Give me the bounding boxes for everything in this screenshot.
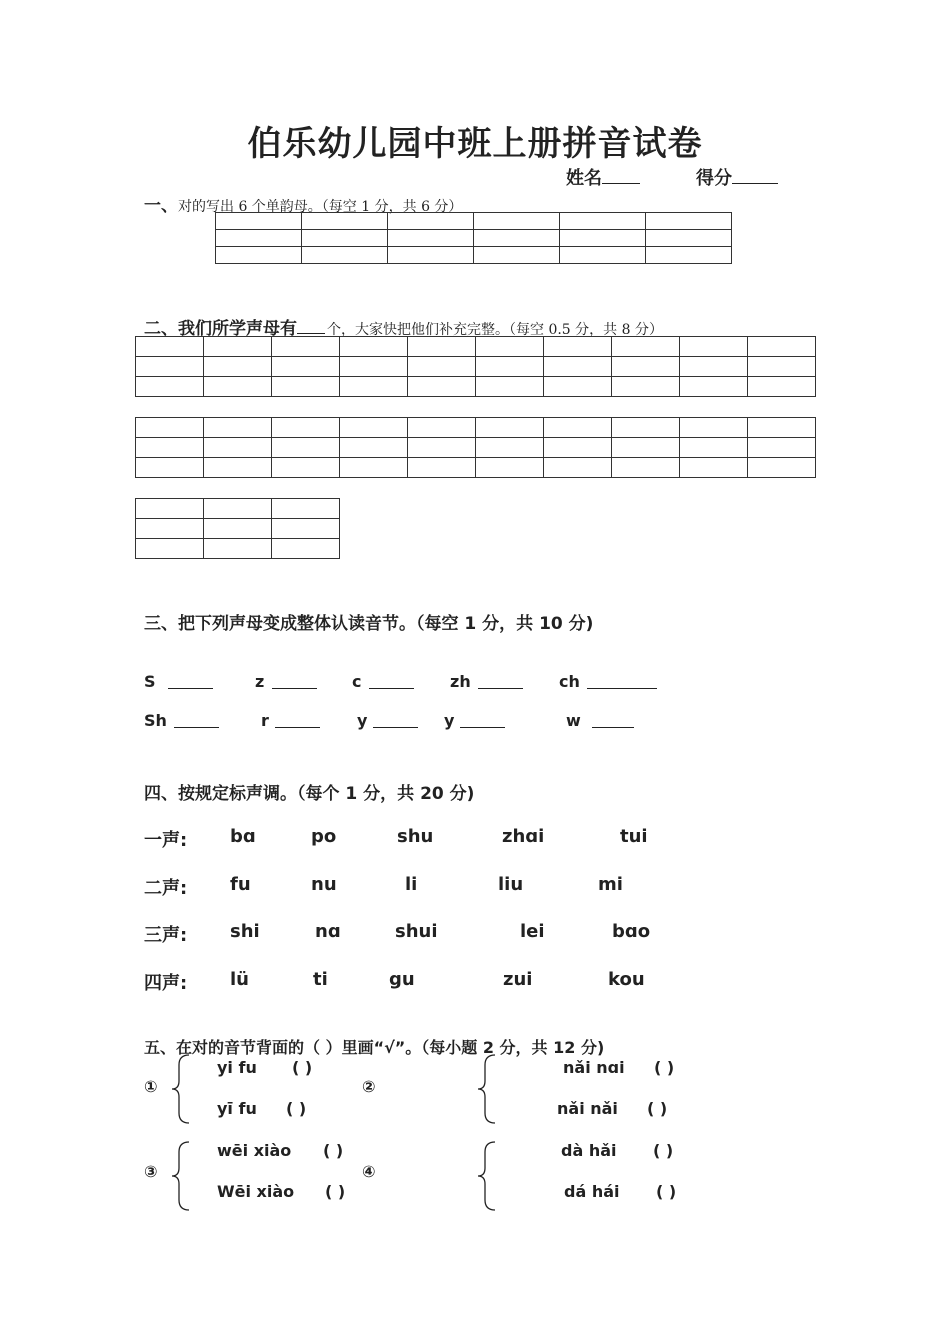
answer-cell[interactable] (476, 377, 544, 397)
question-marker-1: ① (144, 1077, 158, 1096)
question-marker-2: ② (362, 1077, 376, 1096)
answer-cell[interactable] (748, 458, 816, 478)
tone-syllable: zhɑi (502, 826, 545, 847)
answer-cell[interactable] (216, 247, 302, 264)
answer-cell[interactable] (560, 230, 646, 247)
vowel-answer-grid (215, 212, 732, 264)
answer-cell[interactable] (646, 213, 732, 230)
answer-cell[interactable] (612, 337, 680, 357)
answer-paren[interactable]: ( ) (323, 1141, 344, 1160)
name-blank[interactable] (602, 167, 640, 184)
brace-icon (170, 1140, 190, 1212)
answer-cell[interactable] (272, 418, 340, 438)
answer-cell[interactable] (612, 377, 680, 397)
answer-cell[interactable] (204, 458, 272, 478)
answer-blank[interactable] (592, 711, 634, 728)
answer-cell[interactable] (204, 337, 272, 357)
answer-blank[interactable] (478, 672, 523, 689)
answer-cell[interactable] (408, 377, 476, 397)
s3-r2-2: r (261, 711, 269, 730)
s3-r1-3: c (352, 672, 362, 691)
tone3-label: 三声: (144, 925, 188, 946)
score-blank[interactable] (732, 167, 778, 184)
answer-paren[interactable]: ( ) (654, 1058, 675, 1077)
answer-cell[interactable] (476, 418, 544, 438)
answer-cell[interactable] (748, 357, 816, 377)
tone-syllable: mi (598, 874, 623, 895)
question-marker-3: ③ (144, 1162, 158, 1181)
answer-cell[interactable] (340, 377, 408, 397)
answer-cell[interactable] (388, 213, 474, 230)
tone-syllable: po (311, 826, 337, 847)
section2-suffix: 个，大家快把他们补充完整。（每空 0.5 分，共 8 分） (327, 322, 663, 338)
answer-cell[interactable] (272, 438, 340, 458)
answer-cell[interactable] (302, 230, 388, 247)
tone-syllable: shu (397, 826, 434, 847)
page-title: 伯乐幼儿园中班上册拼音试卷 (247, 124, 703, 164)
tone-syllable: bɑ (230, 826, 256, 847)
answer-cell[interactable] (474, 230, 560, 247)
s3-r1-5: ch (559, 672, 580, 691)
score-label: 得分 (696, 168, 732, 189)
answer-cell[interactable] (408, 458, 476, 478)
answer-cell[interactable] (136, 377, 204, 397)
answer-cell[interactable] (408, 418, 476, 438)
q1-option-b: yī fu (217, 1099, 257, 1118)
answer-cell[interactable] (340, 337, 408, 357)
answer-cell[interactable] (272, 499, 340, 519)
brace-icon (476, 1053, 496, 1125)
answer-paren[interactable]: ( ) (656, 1182, 677, 1201)
answer-cell[interactable] (216, 213, 302, 230)
tone2-label: 二声: (144, 878, 188, 899)
answer-paren[interactable]: ( ) (292, 1058, 313, 1077)
q2-option-b: nǎi nǎi (557, 1099, 618, 1118)
section1-text: 对的写出 6 个单韵母。（每空 1 分，共 6 分） (178, 199, 463, 215)
answer-paren[interactable]: ( ) (325, 1182, 346, 1201)
answer-cell[interactable] (474, 247, 560, 264)
answer-cell[interactable] (560, 213, 646, 230)
answer-paren[interactable]: ( ) (286, 1099, 307, 1118)
q2-option-a: nǎi nɑi (563, 1058, 625, 1077)
tone-syllable: liu (498, 874, 524, 895)
answer-cell[interactable] (340, 357, 408, 377)
answer-cell[interactable] (216, 230, 302, 247)
tone-syllable: tui (620, 826, 648, 847)
q4-option-b: dá hái (564, 1182, 620, 1201)
answer-cell[interactable] (748, 377, 816, 397)
answer-cell[interactable] (680, 337, 748, 357)
answer-cell[interactable] (748, 337, 816, 357)
tone-syllable: lü (230, 969, 249, 990)
consonant-grid-2 (135, 417, 816, 478)
answer-cell[interactable] (302, 213, 388, 230)
answer-cell[interactable] (408, 438, 476, 458)
tone-syllable: shi (230, 921, 260, 942)
answer-cell[interactable] (272, 377, 340, 397)
answer-cell[interactable] (476, 438, 544, 458)
s3-r1-1: S (144, 672, 156, 691)
answer-cell[interactable] (544, 418, 612, 438)
tone-syllable: zui (503, 969, 533, 990)
answer-blank[interactable] (369, 672, 414, 689)
answer-blank[interactable] (587, 672, 657, 689)
section3-heading: 三、把下列声母变成整体认读音节。（每空 1 分，共 10 分) (144, 614, 594, 634)
answer-cell[interactable] (476, 337, 544, 357)
answer-cell[interactable] (388, 247, 474, 264)
answer-cell[interactable] (136, 499, 204, 519)
answer-cell[interactable] (340, 418, 408, 438)
answer-cell[interactable] (136, 519, 204, 539)
question-marker-4: ④ (362, 1162, 376, 1181)
score-label-row (696, 164, 778, 190)
brace-icon (476, 1140, 496, 1212)
answer-cell[interactable] (544, 357, 612, 377)
tone-syllable: lei (520, 921, 545, 942)
answer-cell[interactable] (272, 519, 340, 539)
answer-cell[interactable] (136, 458, 204, 478)
section1-number: 一、 (144, 196, 178, 216)
tone-syllable: gu (389, 969, 415, 990)
tone-syllable: kou (608, 969, 645, 990)
s3-r1-4: zh (450, 672, 471, 691)
answer-cell[interactable] (748, 418, 816, 438)
answer-cell[interactable] (136, 438, 204, 458)
answer-blank[interactable] (174, 711, 219, 728)
answer-paren[interactable]: ( ) (653, 1141, 674, 1160)
answer-cell[interactable] (748, 438, 816, 458)
answer-cell[interactable] (646, 247, 732, 264)
answer-cell[interactable] (476, 357, 544, 377)
s3-r2-5: w (566, 711, 581, 730)
brace-icon (170, 1053, 190, 1125)
tone-syllable: bɑo (612, 921, 651, 942)
answer-cell[interactable] (612, 357, 680, 377)
tone-syllable: fu (230, 874, 251, 895)
answer-cell[interactable] (680, 377, 748, 397)
answer-cell[interactable] (612, 458, 680, 478)
q4-option-a: dà hǎi (561, 1141, 617, 1160)
answer-blank[interactable] (168, 672, 213, 689)
tone-syllable: li (405, 874, 418, 895)
s3-r2-3: y (357, 711, 368, 730)
q3-option-a: wēi xiào (217, 1141, 292, 1160)
tone-syllable: shui (395, 921, 438, 942)
answer-cell[interactable] (272, 337, 340, 357)
answer-cell[interactable] (612, 438, 680, 458)
answer-cell[interactable] (204, 499, 272, 519)
answer-cell[interactable] (136, 337, 204, 357)
answer-cell[interactable] (646, 230, 732, 247)
answer-cell[interactable] (544, 458, 612, 478)
consonant-grid-1 (135, 336, 816, 397)
tone-syllable: ti (313, 969, 328, 990)
answer-blank[interactable] (272, 672, 317, 689)
answer-cell[interactable] (476, 458, 544, 478)
answer-cell[interactable] (388, 230, 474, 247)
answer-cell[interactable] (544, 337, 612, 357)
answer-cell[interactable] (544, 377, 612, 397)
answer-cell[interactable] (204, 377, 272, 397)
answer-cell[interactable] (544, 438, 612, 458)
answer-cell[interactable] (612, 418, 680, 438)
q1-option-a: yi fu (217, 1058, 257, 1077)
answer-cell[interactable] (680, 458, 748, 478)
answer-cell[interactable] (560, 247, 646, 264)
answer-cell[interactable] (408, 337, 476, 357)
answer-cell[interactable] (272, 539, 340, 559)
answer-cell[interactable] (272, 357, 340, 377)
answer-cell[interactable] (680, 357, 748, 377)
answer-cell[interactable] (340, 458, 408, 478)
answer-cell[interactable] (680, 438, 748, 458)
tone-syllable: nɑ (315, 921, 341, 942)
answer-cell[interactable] (680, 418, 748, 438)
answer-cell[interactable] (340, 438, 408, 458)
section2-prefix: 二、我们所学声母有 (144, 319, 297, 339)
answer-blank[interactable] (275, 711, 320, 728)
name-label-row (566, 164, 640, 190)
answer-paren[interactable]: ( ) (647, 1099, 668, 1118)
tone-syllable: nu (311, 874, 337, 895)
section5-heading: 五、在对的音节背面的（ ）里画“√”。（每小题 2 分，共 12 分) (144, 1038, 605, 1057)
tone4-label: 四声: (144, 973, 188, 994)
answer-blank[interactable] (373, 711, 418, 728)
answer-cell[interactable] (136, 418, 204, 438)
s3-r2-4: y (444, 711, 455, 730)
q3-option-b: Wēi xiào (217, 1182, 295, 1201)
section4-heading: 四、按规定标声调。（每个 1 分，共 20 分) (144, 784, 475, 804)
tone1-label: 一声: (144, 830, 188, 851)
answer-cell[interactable] (272, 458, 340, 478)
answer-cell[interactable] (204, 418, 272, 438)
answer-cell[interactable] (408, 357, 476, 377)
answer-cell[interactable] (474, 213, 560, 230)
consonant-grid-3 (135, 498, 340, 559)
answer-cell[interactable] (136, 357, 204, 377)
answer-cell[interactable] (136, 539, 204, 559)
answer-cell[interactable] (204, 438, 272, 458)
answer-blank[interactable] (460, 711, 505, 728)
section2-count-blank[interactable] (297, 317, 325, 334)
s3-r1-2: z (255, 672, 265, 691)
answer-cell[interactable] (302, 247, 388, 264)
answer-cell[interactable] (204, 519, 272, 539)
answer-cell[interactable] (204, 357, 272, 377)
s3-r2-1: Sh (144, 711, 167, 730)
answer-cell[interactable] (204, 539, 272, 559)
name-label: 姓名 (566, 168, 602, 189)
